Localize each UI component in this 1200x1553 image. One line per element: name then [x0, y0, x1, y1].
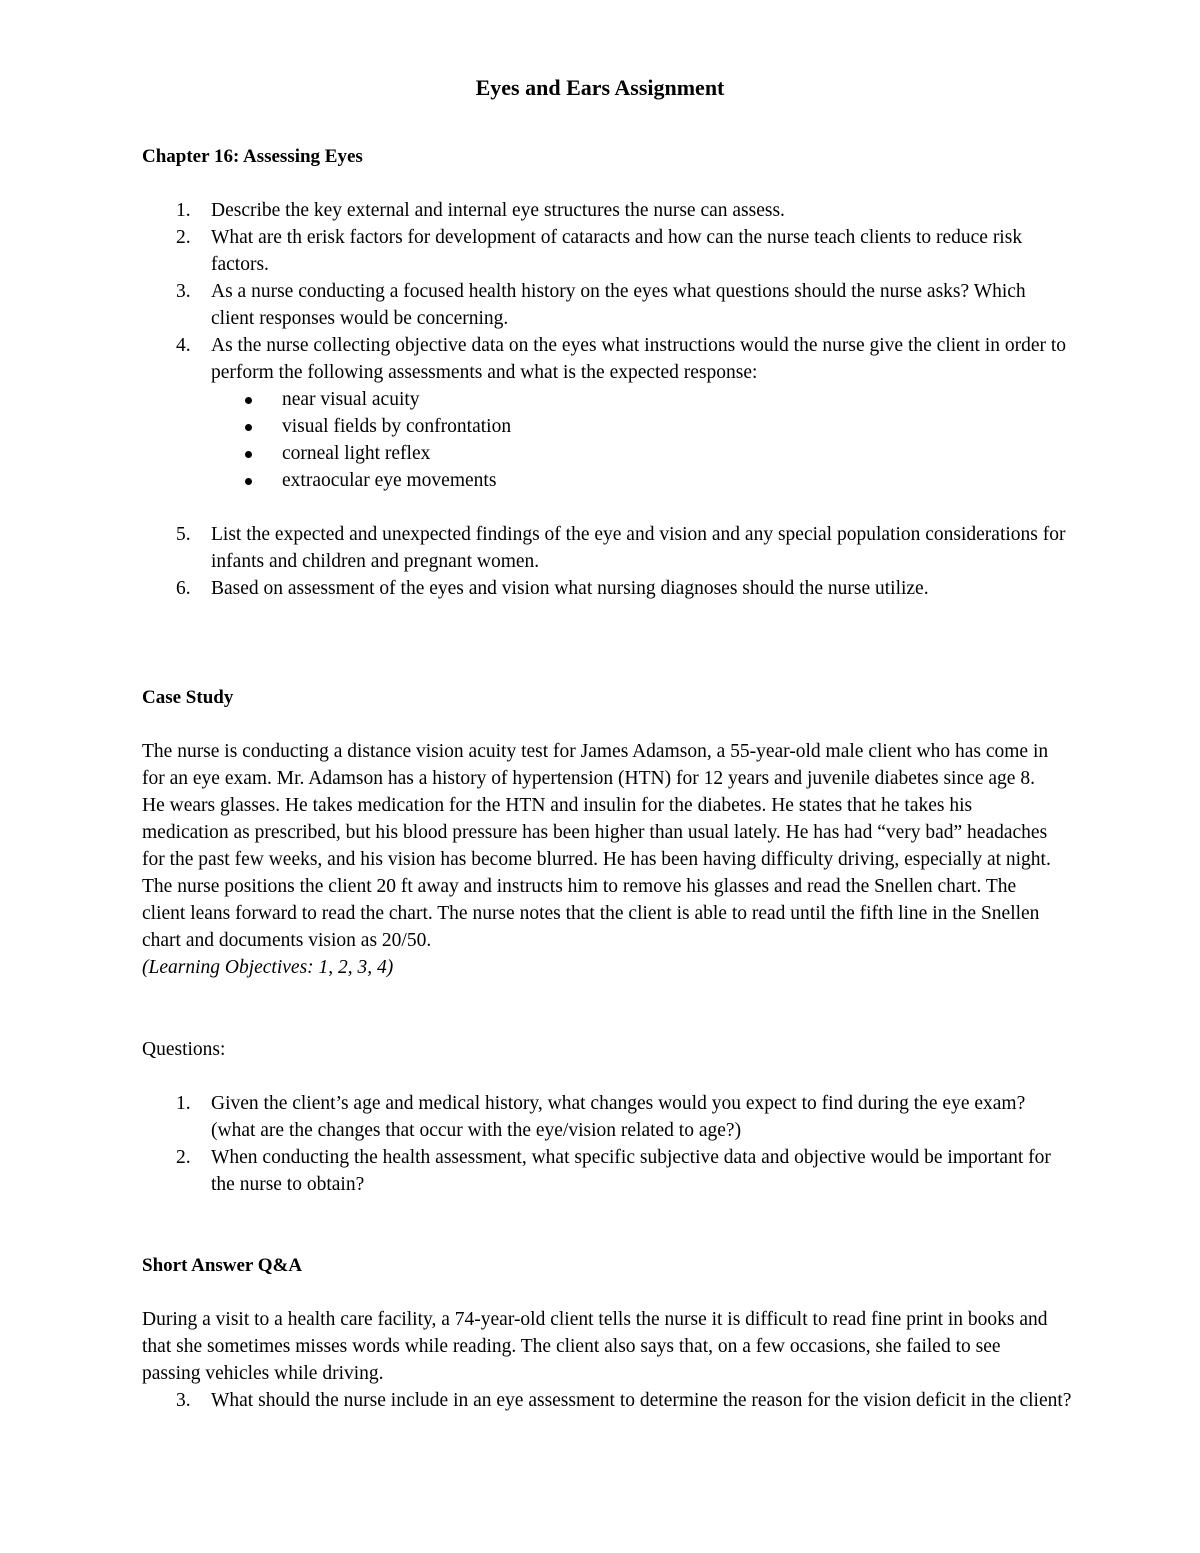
list-number: 2.	[176, 227, 191, 248]
list-item-text: When conducting the health assessment, what specific subjective data and objective would be important for the nurse to obtain?	[211, 1147, 1051, 1195]
list-item-text: Based on assessment of the eyes and vision what nursing diagnoses should the nurse utilize.	[211, 578, 929, 599]
short-answer-heading: Short Answer Q&A	[142, 1255, 303, 1276]
bullet-icon	[245, 424, 252, 431]
bullet-item	[142, 386, 1072, 413]
list-number: 4.	[176, 335, 191, 356]
list-item-text: As a nurse conducting a focused health history on the eyes what questions should the nurse asks? Which client responses would be concerning.	[211, 281, 1026, 329]
bullet-text: visual fields by confrontation	[282, 416, 512, 437]
list-item-text: What should the nurse include in an eye assessment to determine the reason for the vision deficit in the client?	[211, 1390, 1072, 1411]
list-number: 6.	[176, 578, 191, 599]
list-item	[142, 197, 1072, 224]
list-item-text: As the nurse collecting objective data on the eyes what instructions would the nurse give the client in order to perform the following assessments and what is the expected response:	[211, 335, 1067, 383]
list-item	[142, 224, 1072, 278]
bullet-text: corneal light reflex	[282, 443, 431, 464]
list-number: 5.	[176, 524, 191, 545]
case-question-list	[142, 1090, 1072, 1198]
assessment-bullet-list	[142, 386, 1072, 494]
chapter-question-list	[142, 197, 1072, 602]
short-answer-paragraph: During a visit to a health care facility, a 74-year-old client tells the nurse it is difficult to read fine print in books and that she sometimes misses words while reading. The client also says that, on a few occasions, she failed to see passing vehicles while driving.	[142, 1309, 1048, 1384]
learning-objectives: (Learning Objectives: 1, 2, 3, 4)	[142, 957, 394, 978]
list-number: 2.	[176, 1147, 191, 1168]
list-item	[142, 521, 1072, 575]
case-study-heading: Case Study	[142, 687, 234, 708]
bullet-item	[142, 413, 1072, 440]
list-number: 1.	[176, 1093, 191, 1114]
list-number: 3.	[176, 1390, 191, 1411]
chapter-heading: Chapter 16: Assessing Eyes	[142, 146, 363, 167]
list-item	[142, 278, 1072, 332]
bullet-item	[142, 467, 1072, 494]
questions-label: Questions:	[142, 1039, 226, 1060]
list-number: 3.	[176, 281, 191, 302]
list-item-text: Describe the key external and internal eye structures the nurse can assess.	[211, 200, 785, 221]
list-item	[142, 1090, 1072, 1144]
list-item-text: What are th erisk factors for development of cataracts and how can the nurse teach clients to reduce risk factors.	[211, 227, 1023, 275]
list-item-text: List the expected and unexpected findings of the eye and vision and any special population considerations for infants and children and pregnant women.	[211, 524, 1066, 572]
list-item	[142, 332, 1072, 521]
list-item	[142, 1144, 1072, 1198]
list-number: 1.	[176, 200, 191, 221]
list-item-text: Given the client’s age and medical history, what changes would you expect to find during the eye exam? (what are the changes that occur with the eye/vision related to age?)	[211, 1093, 1026, 1141]
list-item	[142, 575, 1072, 602]
bullet-icon	[245, 397, 252, 404]
case-study-paragraph	[142, 738, 1062, 981]
case-study-text: The nurse is conducting a distance vision acuity test for James Adamson, a 55-year-old male client who has come in for an eye exam. Mr. Adamson has a history of hypertension (HTN) for 12 years and juvenile diabetes since age 8. He wears glasses. He takes medication for the HTN and insulin for the diabetes. He states that he takes his medication as prescribed, but his blood pressure has been higher than usual lately. He has had “very bad” headaches for the past few weeks, and his vision has become blurred. He has been having difficulty driving, especially at night. The nurse positions the client 20 ft away and instructs him to remove his glasses and read the Snellen chart. The client leans forward to read the chart. The nurse notes that the client is able to read until the fifth line in the Snellen chart and documents vision as 20/50.	[142, 741, 1051, 951]
bullet-icon	[245, 478, 252, 485]
bullet-icon	[245, 451, 252, 458]
document-title: Eyes and Ears Assignment	[475, 75, 725, 100]
list-item	[142, 1387, 1072, 1414]
bullet-item	[142, 440, 1072, 467]
bullet-text: extraocular eye movements	[282, 470, 497, 491]
bullet-text: near visual acuity	[282, 389, 420, 410]
short-answer-question-list	[142, 1387, 1072, 1414]
